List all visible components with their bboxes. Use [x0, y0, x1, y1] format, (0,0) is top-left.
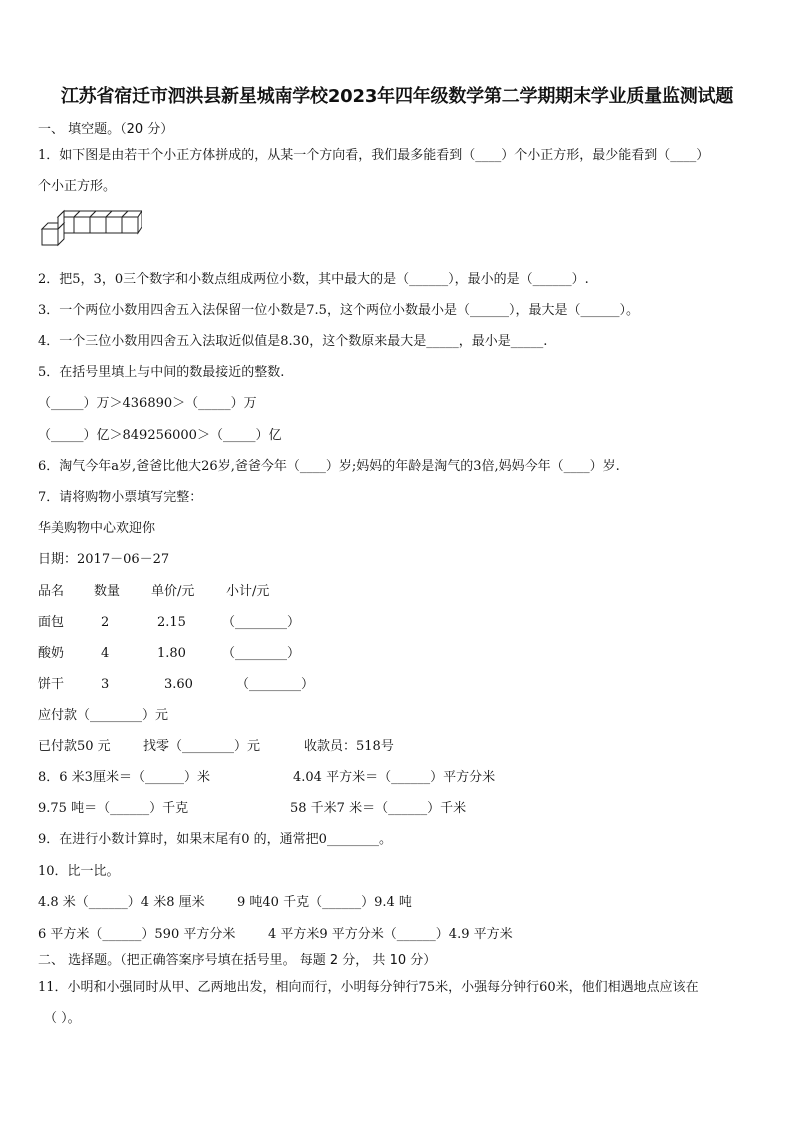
question-5-line-1: （_____）万＞436890＞（_____）万: [38, 396, 257, 411]
receipt-change: 找零（________）元: [143, 739, 261, 754]
receipt-row-price: 2.15: [157, 615, 186, 630]
section-fill-in-heading: 一、 填空题。（20 分）: [38, 122, 174, 137]
receipt-row-qty: 4: [101, 646, 110, 661]
question-1-line-1: 1．如下图是由若干个小正方体拼成的，从某一个方向看，我们最多能看到（____）个小正方形，最少能看到（____）: [38, 148, 710, 163]
receipt-header-qty: 数量: [94, 584, 121, 599]
question-5-stem: 5．在括号里填上与中间的数最接近的整数.: [38, 365, 285, 380]
question-3: 3．一个两位小数用四舍五入法保留一位小数是7.5，这个两位小数最小是（______），最大是（______）。: [38, 303, 639, 318]
question-11-line-1: 11．小明和小强同时从甲、乙两地出发，相向而行，小明每分钟行75米，小强每分钟行60米，他们相遇地点应该在: [38, 980, 699, 995]
question-11-line-2: （ ）。: [44, 1011, 81, 1026]
question-5-line-2: （_____）亿＞849256000＞（_____）亿: [38, 428, 282, 443]
receipt-payable: 应付款（________）元: [38, 708, 169, 723]
receipt-header-subtotal: 小计/元: [226, 584, 270, 599]
receipt-cashier: 收款员：518号: [304, 739, 394, 754]
receipt-header-price: 单价/元: [151, 584, 195, 599]
receipt-row-name: 酸奶: [38, 646, 65, 661]
receipt-row-name: 面包: [38, 615, 65, 630]
receipt-shop-name: 华美购物中心欢迎你: [38, 521, 156, 536]
question-6: 6．淘气今年a岁,爸爸比他大26岁,爸爸今年（____）岁;妈妈的年龄是淘气的3倍,妈妈今年（____）岁.: [38, 459, 620, 474]
receipt-row-subtotal: （________）: [222, 646, 301, 661]
question-10-d: 4 平方米9 平方分米（______）4.9 平方米: [268, 927, 513, 942]
question-8-b: 4.04 平方米＝（______）平方分米: [293, 770, 496, 785]
receipt-date: 日期：2017－06－27: [38, 552, 170, 567]
receipt-paid: 已付款50 元: [38, 739, 111, 754]
receipt-row-subtotal: （________）: [236, 677, 315, 692]
receipt-header-name: 品名: [38, 584, 65, 599]
receipt-row-subtotal: （________）: [222, 615, 301, 630]
cube-blocks-figure: [38, 209, 142, 251]
question-10-b: 9 吨40 千克（______）9.4 吨: [237, 895, 412, 910]
question-2: 2．把5，3，0三个数字和小数点组成两位小数，其中最大的是（______），最小的是（______）.: [38, 272, 589, 287]
question-10-a: 4.8 米（______）4 米8 厘米: [38, 895, 205, 910]
receipt-row-qty: 2: [101, 615, 110, 630]
question-9: 9．在进行小数计算时，如果末尾有0 的，通常把0________。: [38, 832, 392, 847]
question-10-stem: 10．比一比。: [38, 864, 120, 879]
section-choice-heading: 二、 选择题。（把正确答案序号填在括号里。 每题 2 分， 共 10 分）: [38, 953, 437, 968]
question-7-stem: 7．请将购物小票填写完整：: [38, 490, 203, 505]
question-8-d: 58 千米7 米＝（______）千米: [290, 801, 467, 816]
question-8-c: 9.75 吨＝（______）千克: [38, 801, 189, 816]
question-1-line-2: 个小正方形。: [38, 179, 117, 194]
receipt-row-price: 1.80: [157, 646, 186, 661]
question-8-a: 8．6 米3厘米＝（______）米: [38, 770, 210, 785]
receipt-row-price: 3.60: [164, 677, 193, 692]
exam-title: 江苏省宿迁市泗洪县新星城南学校2023年四年级数学第二学期期末学业质量监测试题: [60, 86, 734, 107]
receipt-row-name: 饼干: [38, 677, 65, 692]
question-10-c: 6 平方米（______）590 平方分米: [38, 927, 236, 942]
receipt-row-qty: 3: [101, 677, 110, 692]
question-4: 4．一个三位小数用四舍五入法取近似值是8.30，这个数原来最大是_____，最小是_____.: [38, 334, 548, 349]
